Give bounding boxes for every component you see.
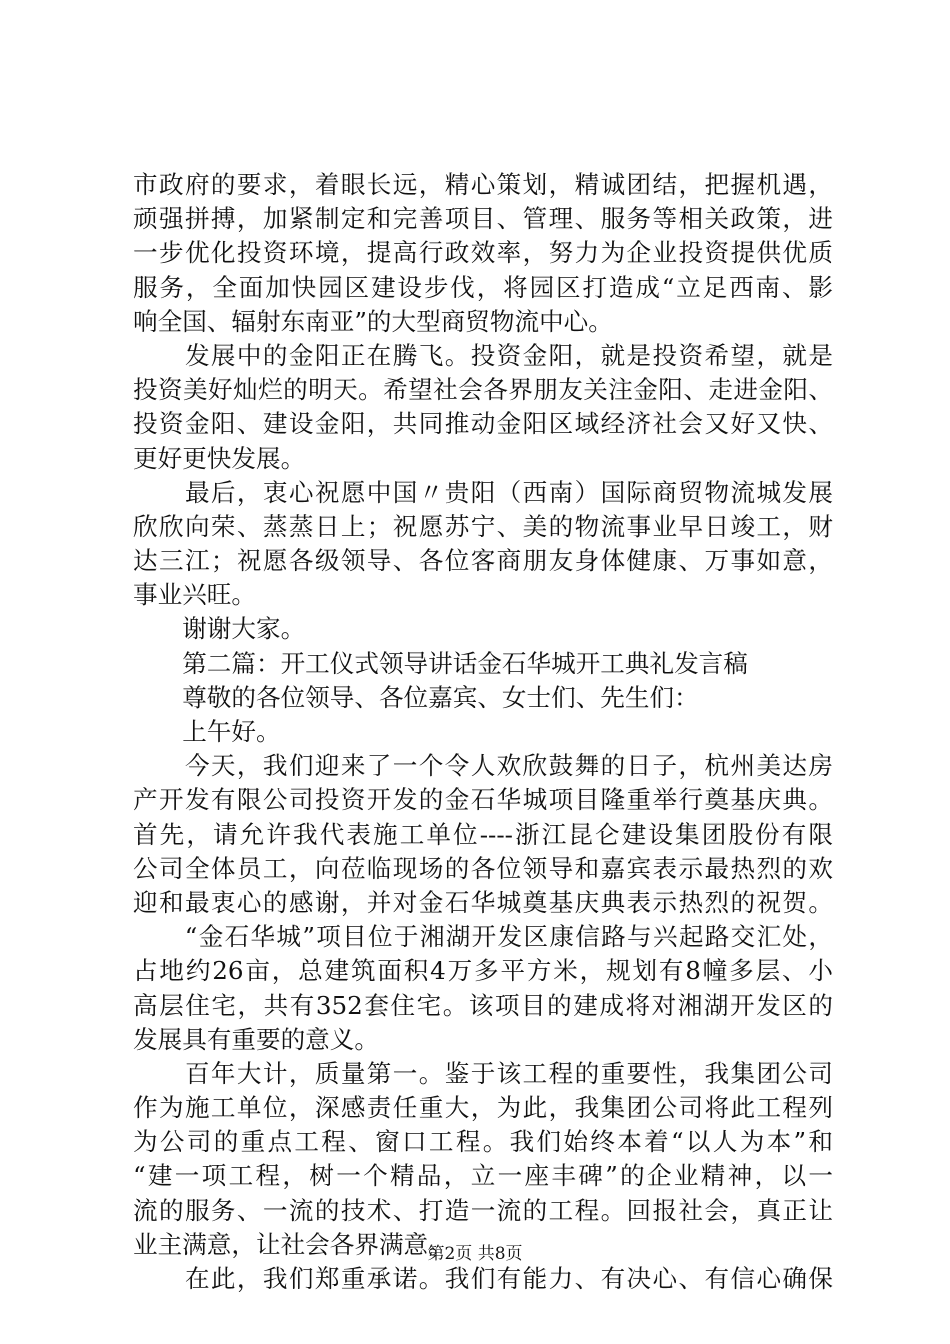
text-line: 业主满意，让社会各界满意。 [133,1229,453,1259]
text-line: 高层住宅，共有352套住宅。该项目的建成将对湘湖开发区的 [133,990,833,1020]
text-line: 投资美好灿烂的明天。希望社会各界朋友关注金阳、走进金阳、 [133,375,833,405]
text-line: 达三江；祝愿各级领导、各位客商朋友身体健康、万事如意， [133,546,833,576]
text-line: 为公司的重点工程、窗口工程。我们始终本着“以人为本”和 [133,1127,833,1157]
text-line: 事业兴旺。 [133,580,256,610]
text-line: 百年大计，质量第一。鉴于该工程的重要性，我集团公司 [133,1058,833,1088]
text-line: 作为施工单位，深感责任重大，为此，我集团公司将此工程列 [133,1093,833,1123]
text-line: 公司全体员工，向莅临现场的各位领导和嘉宾表示最热烈的欢 [133,853,833,883]
text-line: “建一项工程，树一个精品，立一座丰碑”的企业精神，以一 [133,1161,833,1191]
text-line: 发展中的金阳正在腾飞。投资金阳，就是投资希望，就是 [133,340,833,370]
text-line: 产开发有限公司投资开发的金石华城项目隆重举行奠基庆典。 [133,785,833,815]
document-body [133,168,833,1296]
text-line: 响全国、辐射东南亚”的大型商贸物流中心。 [133,306,613,336]
text-line: 流的服务、一流的技术、打造一流的工程。回报社会，真正让 [133,1195,833,1225]
text-line: 顽强拼搏，加紧制定和完善项目、管理、服务等相关政策，进 [133,204,833,234]
text-line: 发展具有重要的意义。 [133,1024,379,1054]
text-line: 尊敬的各位领导、各位嘉宾、女士们、先生们： [133,682,699,712]
text-line: 投资金阳、建设金阳，共同推动金阳区域经济社会又好又快、 [133,409,833,439]
text-line: 首先，请允许我代表施工单位----浙江昆仑建设集团股份有限 [133,819,833,849]
text-line: 占地约26亩，总建筑面积4万多平方米，规划有8幢多层、小 [133,956,833,986]
text-line: 服务，全面加快园区建设步伐，将园区打造成“立足西南、影 [133,272,833,302]
text-line: “金石华城”项目位于湘湖开发区康信路与兴起路交汇处， [133,922,833,952]
text-line: 更好更快发展。 [133,443,306,473]
text-line: 谢谢大家。 [133,614,306,644]
text-line: 一步优化投资环境，提高行政效率，努力为企业投资提供优质 [133,238,833,268]
text-line: 今天，我们迎来了一个令人欢欣鼓舞的日子，杭州美达房 [133,751,833,781]
text-line: 上午好。 [133,717,281,746]
text-line: 最后，衷心祝愿中国〃贵阳（西南）国际商贸物流城发展 [133,477,833,507]
page-footer: 第2页 共8页 [427,1244,523,1264]
text-line: 迎和最衷心的感谢，并对金石华城奠基庆典表示热烈的祝贺。 [133,887,833,917]
text-line: 市政府的要求，着眼长远，精心策划，精诚团结，把握机遇， [133,170,833,199]
text-line: 欣欣向荣、蒸蒸日上；祝愿苏宁、美的物流事业早日竣工，财 [133,511,833,541]
text-line: 在此，我们郑重承诺。我们有能力、有决心、有信心确保 [133,1264,833,1293]
section-heading: 第二篇：开工仪式领导讲话金石华城开工典礼发言稿 [133,648,748,678]
